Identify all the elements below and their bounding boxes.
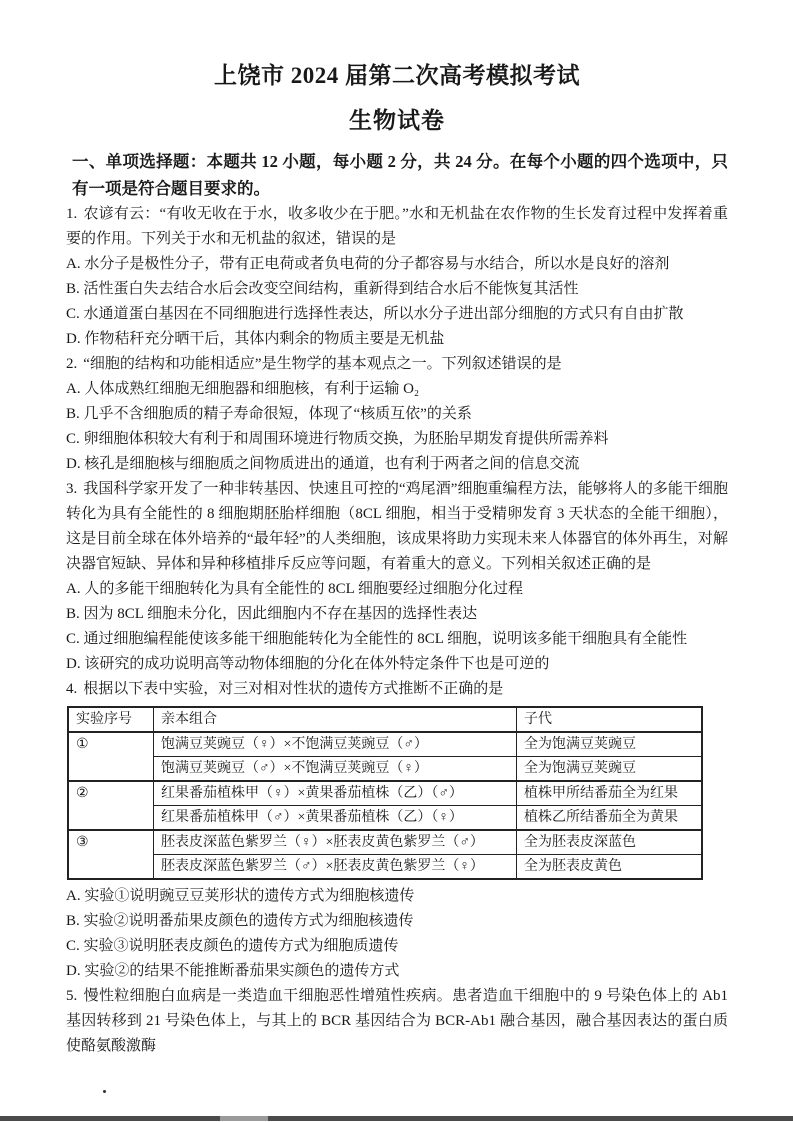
experiment-table xyxy=(67,706,703,880)
table-header-experiment-no: 实验序号 xyxy=(68,707,154,732)
table-row xyxy=(68,830,702,855)
table-row xyxy=(68,757,702,782)
group-id-cell: ② xyxy=(68,781,154,830)
question-2-option-b: B. 几乎不含细胞质的精子寿命很短，体现了“核质互依”的关系 xyxy=(66,406,472,422)
table-cell: 植株甲所结番茄全为红果 xyxy=(517,781,703,806)
question-4-option-c: C. 实验③说明胚表皮颜色的遗传方式为细胞质遗传 xyxy=(66,938,399,954)
table-cell: 饱满豆荚豌豆（♂）×不饱满豆荚豌豆（♀） xyxy=(154,757,517,782)
question-3-stem xyxy=(66,477,728,577)
question-stem-text: 我国科学家开发了一种非转基因、快速且可控的“鸡尾酒”细胞重编程方法，能够将人的多能干细胞转化为具有全能性的 8 细胞期胚胎样细胞（8CL 细胞，相当于受精卵发育 3 天状态的全能干细胞），这是目前全球在体外培养的“最年轻”的人类细胞，该成果将助力实现未来人体器官的体外再生，对解决器官短缺、异体和异种移植排斥反应等问题，有着重大的意义。下列相关叙述正确的是 xyxy=(66,481,728,572)
table-row xyxy=(68,781,702,806)
table-header-parent-combo: 亲本组合 xyxy=(154,707,517,732)
question-3-option-c: C. 通过细胞编程能使该多能干细胞能转化为全能性的 8CL 细胞，说明该多能干细胞具有全能性 xyxy=(66,631,688,647)
question-4-option-d: D. 实验②的结果不能推断番茄果实颜色的遗传方式 xyxy=(66,963,400,979)
group-id-cell: ① xyxy=(68,732,154,781)
question-4 xyxy=(66,677,728,984)
table-row xyxy=(68,806,702,831)
question-3-option-d: D. 该研究的成功说明高等动物体细胞的分化在体外特定条件下也是可逆的 xyxy=(66,656,550,672)
question-number: 2. xyxy=(66,356,78,372)
exam-title: 上饶市 2024 届第二次高考模拟考试 xyxy=(214,63,580,88)
table-cell: 胚表皮深蓝色紫罗兰（♂）×胚表皮黄色紫罗兰（♀） xyxy=(154,855,517,880)
question-number: 5. xyxy=(66,988,78,1004)
question-1-option-b: B. 活性蛋白失去结合水后会改变空间结构，重新得到结合水后不能恢复其活性 xyxy=(66,281,579,297)
table-cell: 红果番茄植株甲（♂）×黄果番茄植株（乙）（♀） xyxy=(154,806,517,831)
group-id-cell: ③ xyxy=(68,830,154,879)
question-3-option-a: A. 人的多能干细胞转化为具有全能性的 8CL 细胞要经过细胞分化过程 xyxy=(66,581,523,597)
question-1 xyxy=(66,202,728,352)
table-header-row xyxy=(68,707,702,732)
table-cell: 植株乙所结番茄全为黄果 xyxy=(517,806,703,831)
question-5 xyxy=(66,984,728,1059)
table-cell: 全为饱满豆荚豌豆 xyxy=(517,757,703,782)
table-cell: 胚表皮深蓝色紫罗兰（♀）×胚表皮黄色紫罗兰（♂） xyxy=(154,830,517,855)
question-3-option-b: B. 因为 8CL 细胞未分化，因此细胞内不存在基因的选择性表达 xyxy=(66,606,478,622)
table-row xyxy=(68,855,702,880)
table-cell: 红果番茄植株甲（♀）×黄果番茄植株（乙）（♂） xyxy=(154,781,517,806)
question-1-stem xyxy=(66,202,728,252)
question-3 xyxy=(66,477,728,677)
question-stem-text: 农谚有云：“有收无收在于水，收多收少在于肥。”水和无机盐在农作物的生长发育过程中发挥着重要的作用。下列关于水和无机盐的叙述，错误的是 xyxy=(66,206,728,247)
question-1-option-a: A. 水分子是极性分子，带有正电荷或者负电荷的分子都容易与水结合，所以水是良好的溶剂 xyxy=(66,256,670,272)
page-bottom-edge-highlight xyxy=(220,1116,268,1121)
exam-subtitle: 生物试卷 xyxy=(349,108,445,133)
table-cell: 全为饱满豆荚豌豆 xyxy=(517,732,703,757)
table-row xyxy=(68,732,702,757)
question-1-option-d: D. 作物秸秆充分晒干后，其体内剩余的物质主要是无机盐 xyxy=(66,331,445,347)
question-4-option-a: A. 实验①说明豌豆豆荚形状的遗传方式为细胞核遗传 xyxy=(66,888,415,904)
page-bottom-edge xyxy=(0,1116,793,1121)
question-2-option-c: C. 卵细胞体积较大有利于和周围环境进行物质交换，为胚胎早期发育提供所需养料 xyxy=(66,431,609,447)
question-2 xyxy=(66,352,728,477)
question-number: 4. xyxy=(66,681,78,697)
question-stem-text: 根据以下表中实验，对三对相对性状的遗传方式推断不正确的是 xyxy=(83,681,504,697)
table-cell: 全为胚表皮黄色 xyxy=(517,855,703,880)
question-stem-text: 慢性粒细胞白血病是一类造血干细胞恶性增殖性疾病。患者造血干细胞中的 9 号染色体上的 Ab1 基因转移到 21 号染色体上，与其上的 BCR 基因结合为 BCR-Ab1 融合基因，融合基因表达的蛋白质使酪氨酸激酶 xyxy=(66,988,728,1054)
question-number: 1. xyxy=(66,206,78,222)
question-2-option-d: D. 核孔是细胞核与细胞质之间物质进出的通道，也有利于两者之间的信息交流 xyxy=(66,456,580,472)
question-4-option-b: B. 实验②说明番茄果皮颜色的遗传方式为细胞核遗传 xyxy=(66,913,414,929)
question-2-stem xyxy=(66,352,728,377)
document-body xyxy=(66,0,728,1059)
table-header-offspring: 子代 xyxy=(517,707,703,732)
table-cell: 全为胚表皮深蓝色 xyxy=(517,830,703,855)
section-header: 一、单项选择题：本题共 12 小题，每小题 2 分，共 24 分。在每个小题的四个选项中，只有一项是符合题目要求的。 xyxy=(72,152,728,198)
question-4-stem xyxy=(66,677,728,702)
scan-dot-artifact xyxy=(103,1090,106,1093)
question-1-option-c: C. 水通道蛋白基因在不同细胞进行选择性表达，所以水分子进出部分细胞的方式只有自由扩散 xyxy=(66,306,684,322)
table-cell: 饱满豆荚豌豆（♀）×不饱满豆荚豌豆（♂） xyxy=(154,732,517,757)
question-stem-text: “细胞的结构和功能相适应”是生物学的基本观点之一。下列叙述错误的是 xyxy=(83,356,562,372)
question-number: 3. xyxy=(66,481,78,497)
question-2-option-a: A. 人体成熟红细胞无细胞器和细胞核，有利于运输 O₂ xyxy=(66,381,420,397)
question-5-stem xyxy=(66,984,728,1059)
